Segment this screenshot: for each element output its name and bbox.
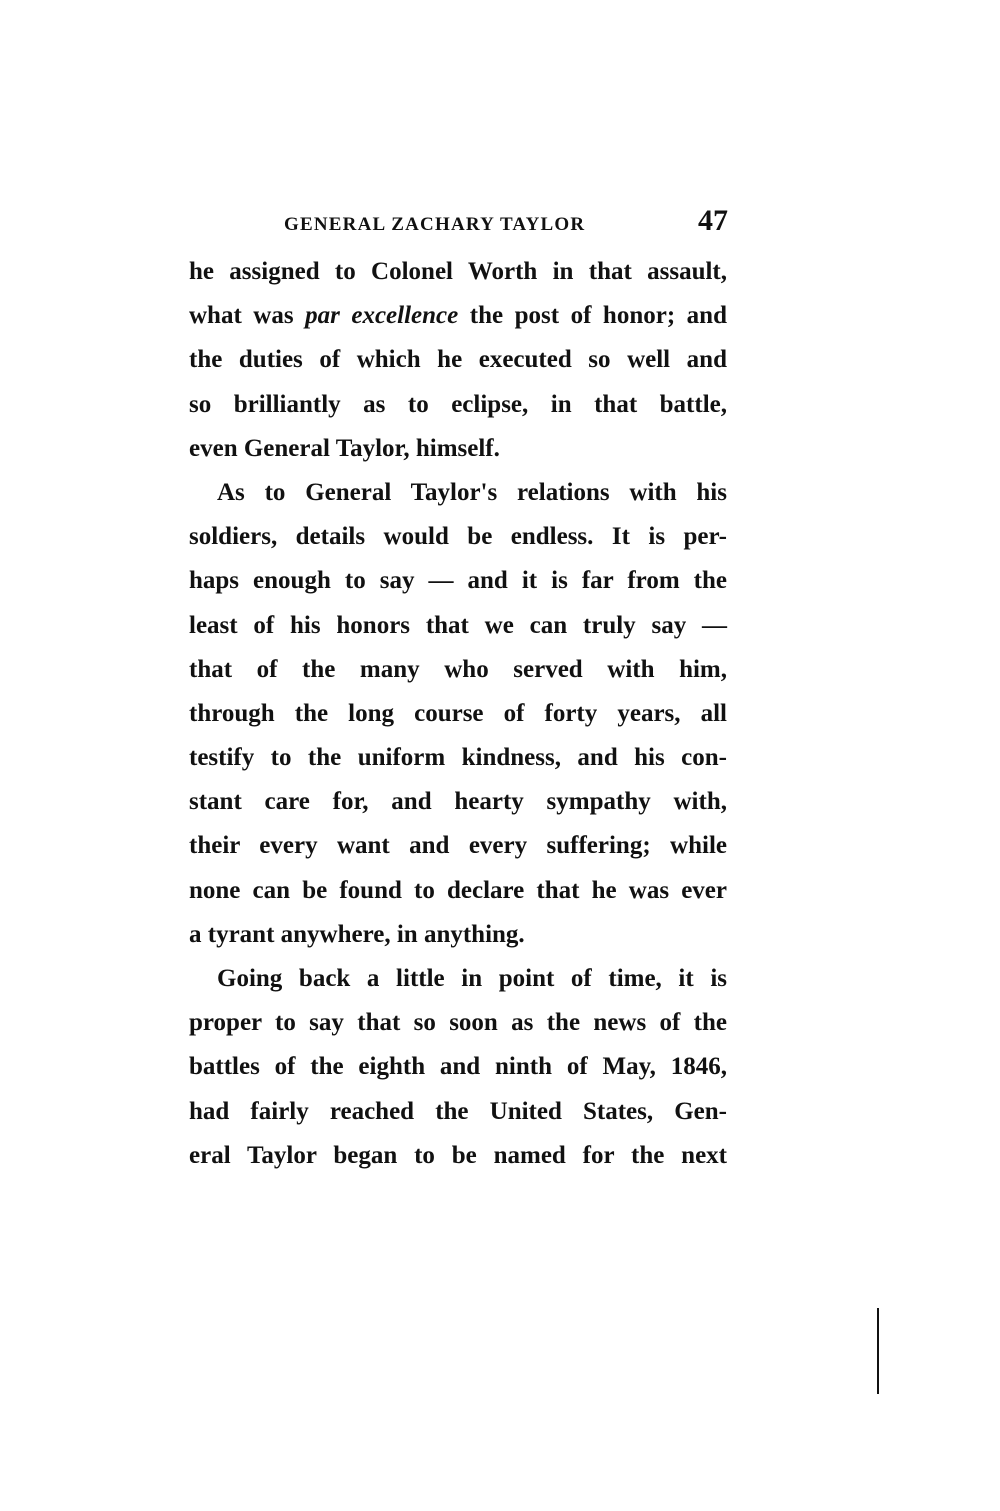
paragraph-2 — [189, 471, 727, 957]
running-title: GENERAL ZACHARY TAYLOR — [284, 214, 586, 235]
body-text — [189, 250, 727, 1178]
text-line: soldiers, details would be endless. It is per- — [189, 523, 727, 551]
text-line: least of his honors that we can truly say — — [189, 611, 727, 639]
page-number: 47 — [698, 204, 728, 237]
text-line: a tyrant anywhere, in anything. — [189, 920, 525, 948]
text-line: had fairly reached the United States, Gen- — [189, 1097, 727, 1125]
text-line: none can be found to declare that he was ever — [189, 876, 727, 904]
text-line: As to General Taylor's relations with his — [217, 478, 727, 506]
text-line — [189, 294, 727, 338]
text-line: even General Taylor, himself. — [189, 434, 500, 462]
text-line: stant care for, and hearty sympathy with, — [189, 788, 727, 816]
margin-rule — [877, 1308, 879, 1394]
text-line: that of the many who served with him, — [189, 655, 727, 683]
paragraph-3 — [189, 957, 727, 1178]
text-line: testify to the uniform kindness, and his con- — [189, 744, 727, 772]
text-line: haps enough to say — and it is far from the — [189, 567, 727, 595]
text-line: eral Taylor began to be named for the next — [189, 1141, 727, 1169]
text-run: the post of honor; and — [458, 302, 727, 330]
text-line: battles of the eighth and ninth of May, 1846, — [189, 1053, 727, 1081]
text-run: what was — [189, 302, 306, 330]
text-line: through the long course of forty years, all — [189, 699, 727, 727]
text-line: he assigned to Colonel Worth in that assault, — [189, 258, 727, 285]
text-line: proper to say that so soon as the news of the — [189, 1009, 727, 1037]
text-line: the duties of which he executed so well and — [189, 346, 727, 374]
italic-phrase: par excellence — [305, 302, 459, 330]
text-line: Going back a little in point of time, it is — [217, 965, 727, 992]
paragraph-1 — [189, 250, 727, 471]
text-line: their every want and every suffering; while — [189, 832, 727, 860]
text-line: so brilliantly as to eclipse, in that battle, — [189, 390, 727, 418]
running-head — [284, 206, 728, 246]
